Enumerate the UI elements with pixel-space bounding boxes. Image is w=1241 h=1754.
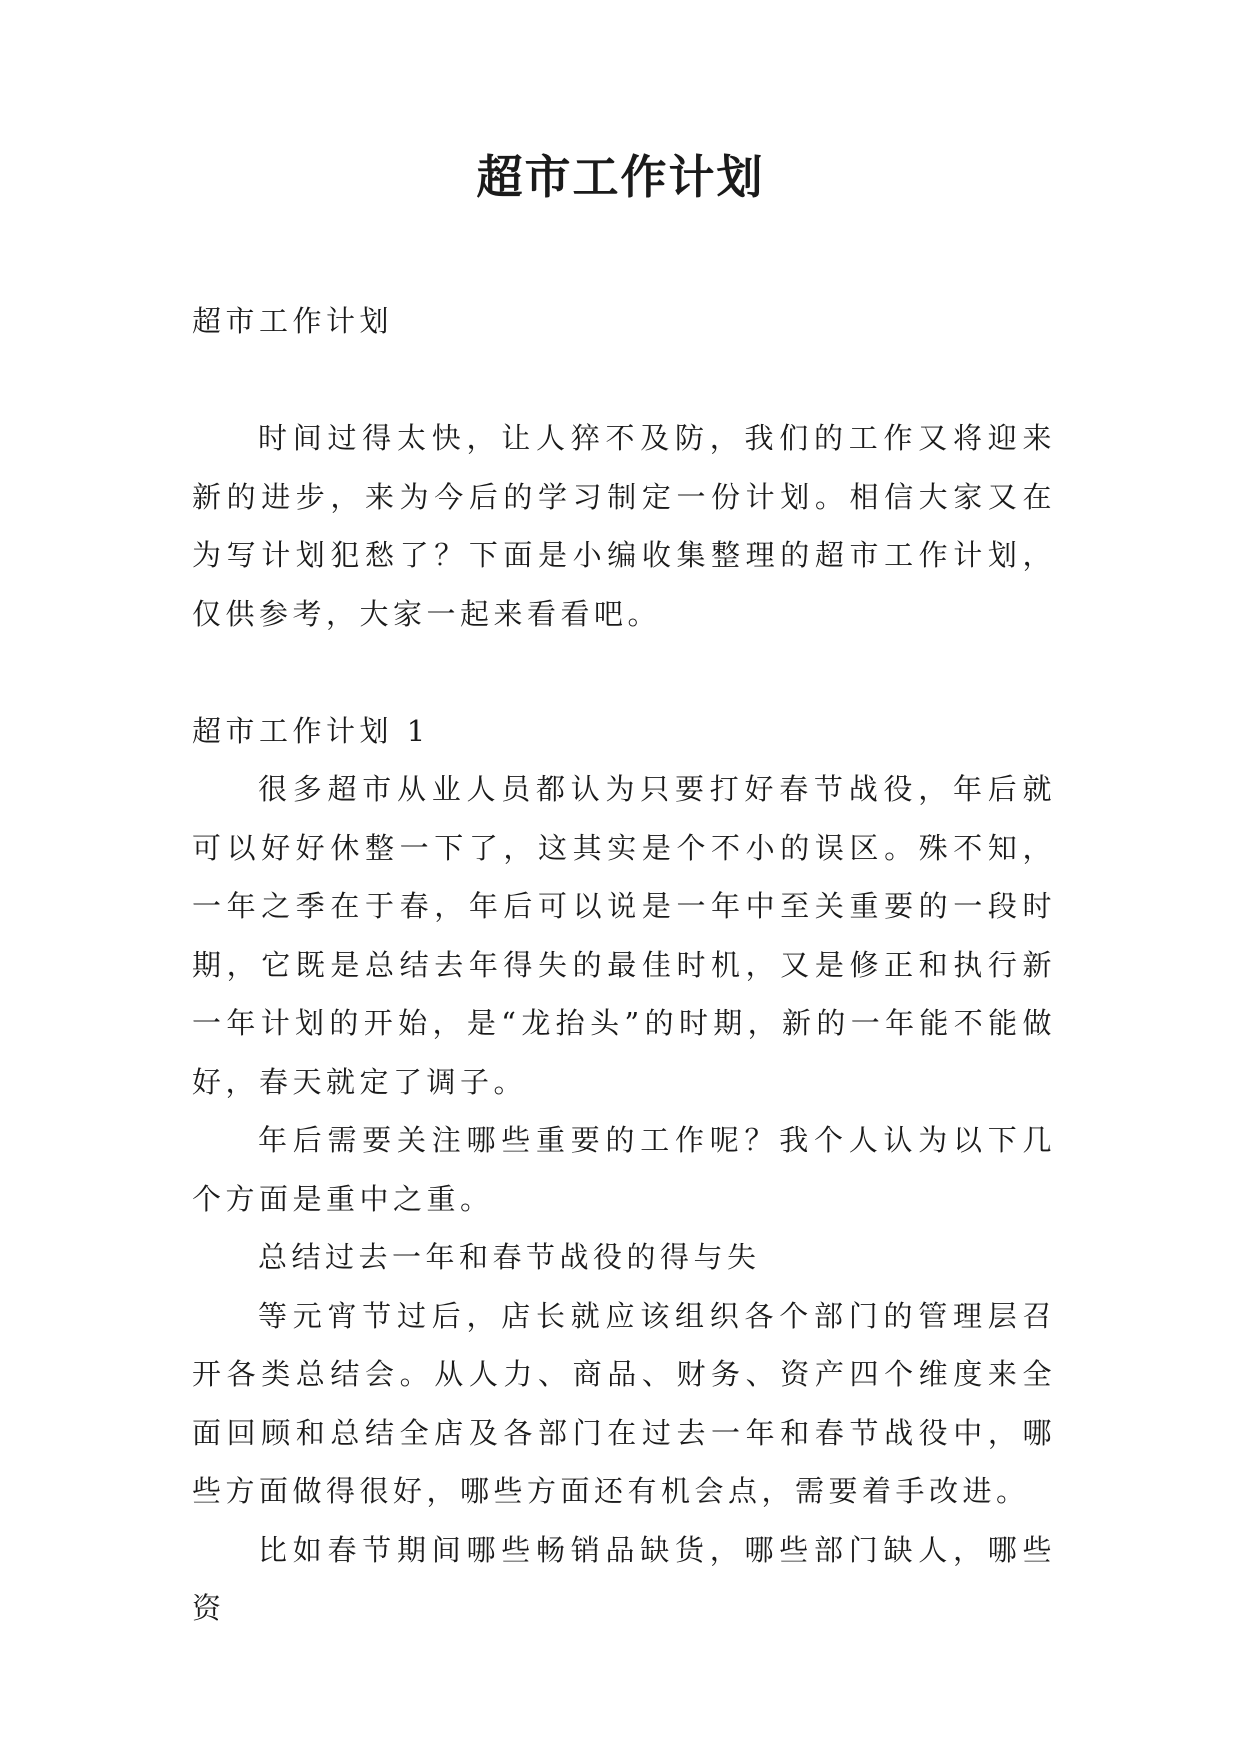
section-heading: 超市工作计划 1 xyxy=(192,713,430,748)
document-title: 超市工作计划 xyxy=(476,150,765,204)
intro-paragraph: 时间过得太快，让人猝不及防，我们的工作又将迎来新的进步，来为今后的学习制定一份计划。相信大家又在为写计划犯愁了？下面是小编收集整理的超市工作计划，仅供参考，大家一起来看看吧。 xyxy=(192,421,1056,631)
section-heading: 超市工作计划 xyxy=(192,304,394,338)
body-paragraph: 很多超市从业人员都认为只要打好春节战役，年后就可以好好休整一下了，这其实是个不小的误区。殊不知，一年之季在于春，年后可以说是一年中至关重要的一段时期，它既是总结去年得失的最佳时机，又是修正和执行新一年计划的开始，是“龙抬头”的时期，新的一年能不能做好，春天就定了调子。 xyxy=(192,772,1056,1099)
subheading-paragraph: 总结过去一年和春节战役的得与失 xyxy=(258,1240,761,1274)
body-paragraph: 比如春节期间哪些畅销品缺货，哪些部门缺人，哪些资 xyxy=(192,1532,1056,1625)
document-body xyxy=(192,292,1056,1638)
body-paragraph: 等元宵节过后，店长就应该组织各个部门的管理层召开各类总结会。从人力、商品、财务、资产四个维度来全面回顾和总结全店及各部门在过去一年和春节战役中，哪些方面做得很好，哪些方面还有机会点，需要着手改进。 xyxy=(192,1298,1056,1508)
body-paragraph: 年后需要关注哪些重要的工作呢？我个人认为以下几个方面是重中之重。 xyxy=(192,1123,1056,1216)
